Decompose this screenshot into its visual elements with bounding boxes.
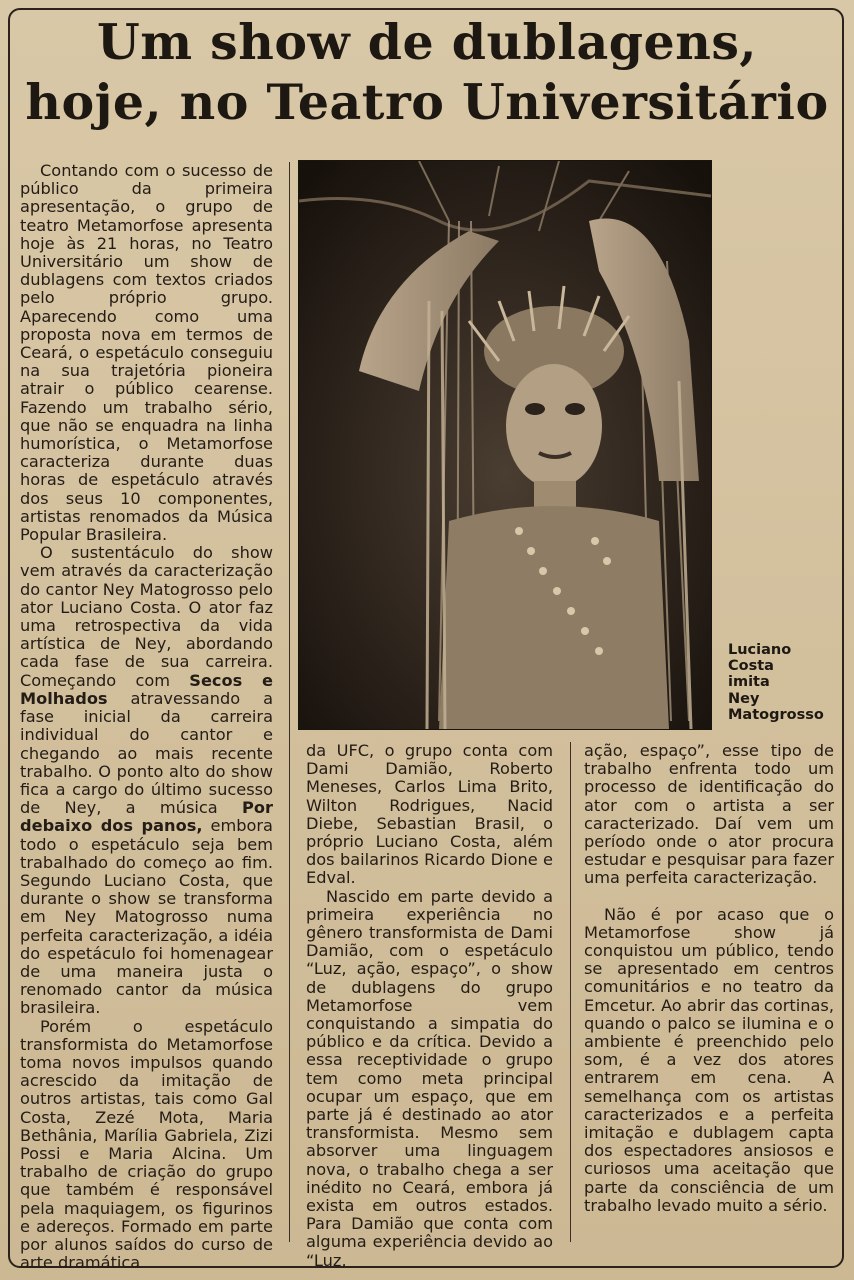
paragraph: Contando com o sucesso de público da primeira apresentação, o grupo de teatro Metamorfose apresenta hoje às 21 horas, no Teatro Universitário um show de dublagens com textos criados pelo próprio grupo. Aparecendo como uma proposta nova em termos de Ceará, o espetáculo conseguiu na sua trajetória pioneira atrair o público cearense. Fazendo um trabalho sério, que não se enquadra na linha humorística, o Metamorfose caracteriza durante duas horas de espetáculo através dos seus 10 componentes, artistas renomados da Música Popular Brasileira. <box>20 161 273 545</box>
paragraph: O sustentáculo do show vem através da caracterização do cantor Ney Matogrosso pelo ator Luciano Costa. O ator faz uma retrospectiva da vida artística de Ney, abordando cada fase de sua carreira. Começando com Secos e Molhados atravessando a fase inicial da carreira individual do cantor e chegando ao mais recente trabalho. O ponto alto do show fica a cargo do último sucesso de Ney, a música Por debaixo dos panos, embora todo o espetáculo seja bem trabalhado do começo ao fim. Segundo Luciano Costa, que durante o show se transforma em Ney Matogrosso numa perfeita caracterização, a idéia do espetáculo foi homenagear de uma maneira justa o renomado cantor da música brasileira. <box>20 543 273 1018</box>
caption-line: Matogrosso <box>728 706 824 723</box>
photo-caption <box>728 642 838 723</box>
performer-photo <box>298 160 712 730</box>
song-title-bold: Secos e Molhados <box>20 670 273 708</box>
paragraph: da UFC, o grupo conta com Dami Damião, Roberto Meneses, Carlos Lima Brito, Wilton Rodrigues, Nacid Diebe, Sebastian Brasil, o próprio Luciano Costa, além dos bailarinos Ricardo Dione e Edval. <box>306 741 553 888</box>
caption-line: Costa <box>728 658 774 675</box>
caption-line: Ney <box>728 690 760 707</box>
caption-line: imita <box>728 674 770 691</box>
caption-line: Luciano <box>728 642 792 658</box>
headline-line-2: hoje, no Teatro Universitário <box>25 73 829 131</box>
paragraph: Nascido em parte devido a primeira experiência no gênero transformista de Dami Damião, com o espetáculo “Luz, ação, espaço”, o show de dublagens do grupo Metamorfose vem conquistando a simpatia do público e da crítica. Devido a essa receptividade o grupo tem como meta principal ocupar um espaço, que em parte já é destinado ao ator transformista. Mesmo sem absorver uma linguagem nova, o trabalho chega a ser inédito no Ceará, embora já exista em outros estados. Para Damião que conta com alguma experiência devido ao “Luz, <box>306 886 553 1270</box>
paragraph: Porém o espetáculo transformista do Metamorfose toma novos impulsos quando acrescido da imitação de outros artistas, tais como Gal Costa, Zezé Mota, Maria Bethânia, Marília Gabriela, Zizi Possi e Maria Alcina. Um trabalho de criação do grupo que também é responsável pela maquiagem, os figurinos e adereços. Formado em parte por alunos saídos do curso de arte dramática <box>20 1016 273 1273</box>
paragraph: Não é por acaso que o Metamorfose show já conquistou um público, tendo se apresentado em centros comunitários e no teatro da Emcetur. Ao abrir das cortinas, quando o palco se ilumina e o ambiente é preenchido pelo som, é a vez dos atores entrarem em cena. A semelhança com os artistas caracterizados e a perfeita imitação e dublagem capta dos espectadores ansiosos e curiosos uma aceitação que parte da consciência de um trabalho levado muito a sério. <box>584 904 834 1215</box>
headline <box>10 12 844 132</box>
column-rule <box>289 162 290 1242</box>
song-title-bold: Por debaixo dos panos, <box>20 798 273 836</box>
article-column-1 <box>20 162 273 1272</box>
performer-photo-image <box>299 161 711 729</box>
paragraph: ação, espaço”, esse tipo de trabalho enfrenta todo um processo de identificação do ator com o artista a ser caracterizado. Daí vem um período onde o ator procura estudar e pesquisar para fazer uma perfeita caracterização. <box>584 741 834 888</box>
column-rule <box>570 742 571 1242</box>
headline-line-1: Um show de dublagens, <box>97 13 757 71</box>
article-column-2 <box>306 742 553 1270</box>
article-column-3 <box>584 742 834 1215</box>
